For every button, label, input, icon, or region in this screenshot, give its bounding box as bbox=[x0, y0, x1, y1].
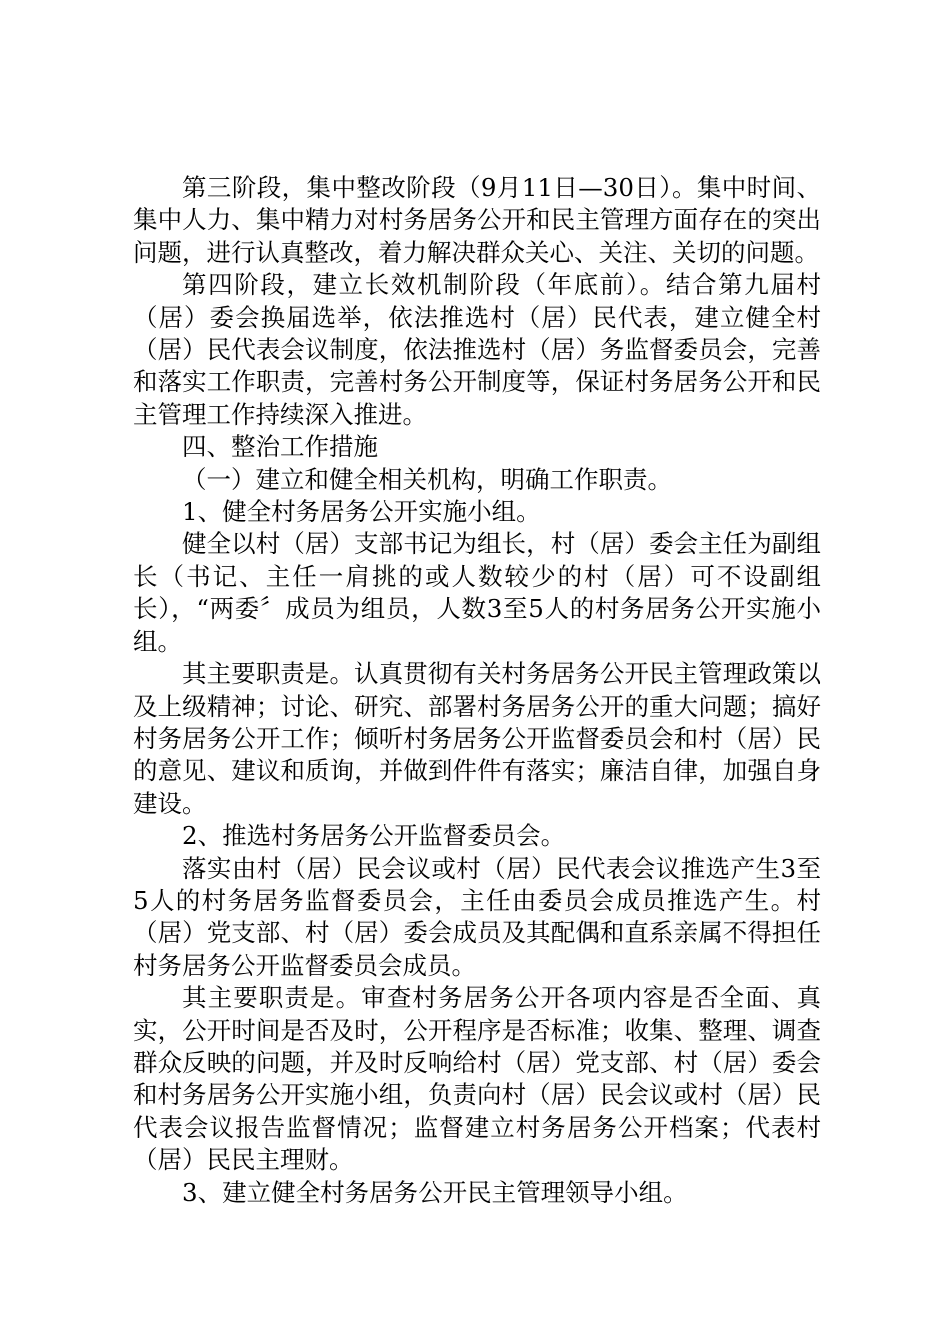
paragraph-implementation-group: 健全以村（居）支部书记为组长，村（居）委会主任为副组长（书记、主任一肩挑的或人数较少的村（居）可不设副组长），“两委〞成员为组员，人数3至5人的村务居务公开实施小组。 bbox=[133, 529, 821, 656]
paragraph-implementation-duties: 其主要职责是。认真贯彻有关村务居务公开民主管理政策以及上级精神；讨论、研究、部署村务居务公开的重大问题；搞好村务居务公开工作；倾听村务居务公开监督委员会和村（居）民的意见、建议和质询，并做到件件有落实；廉洁自律，加强自身建设。 bbox=[133, 659, 821, 818]
item-heading-supervision-committee: 2、推选村务居务公开监督委员会。 bbox=[182, 821, 566, 851]
item-heading-leadership-group: 3、建立健全村务居务公开民主管理领导小组。 bbox=[182, 1177, 688, 1207]
document-body bbox=[133, 172, 821, 1209]
paragraph-supervision-duties: 其主要职责是。审查村务居务公开各项内容是否全面、真实，公开时间是否及时，公开程序是否标准；收集、整理、调查群众反映的问题，并及时反响给村（居）党支部、村（居）委会和村务居务公开实施小组，负责向村（居）民会议或村（居）民代表会议报告监督情况；监督建立村务居务公开档案；代表村（居）民民主理财。 bbox=[133, 983, 821, 1175]
section-heading-measures: 四、整治工作措施 bbox=[182, 432, 378, 462]
item-heading-implementation-group: 1、健全村务居务公开实施小组。 bbox=[182, 497, 541, 527]
subsection-heading-organizations: （一）建立和健全相关机构，明确工作职责。 bbox=[182, 464, 672, 494]
paragraph-stage-three: 第三阶段，集中整改阶段（9月11日—30日）。集中时间、集中人力、集中精力对村务居务公开和民主管理方面存在的突出问题，进行认真整改，着力解决群众关心、关注、关切的问题。 bbox=[133, 173, 821, 267]
paragraph-stage-four: 第四阶段，建立长效机制阶段（年底前）。结合第九届村（居）委会换届选举，依法推选村（居）民代表，建立健全村（居）民代表会议制度，依法推选村（居）务监督委员会，完善和落实工作职责，完善村务公开制度等，保证村务居务公开和民主管理工作持续深入推进。 bbox=[133, 270, 821, 429]
paragraph-supervision-committee: 落实由村（居）民会议或村（居）民代表会议推选产生3至5人的村务居务监督委员会，主任由委员会成员推选产生。村（居）党支部、村（居）委会成员及其配偶和直系亲属不得担任村务居务公开监督委员会成员。 bbox=[133, 853, 821, 980]
